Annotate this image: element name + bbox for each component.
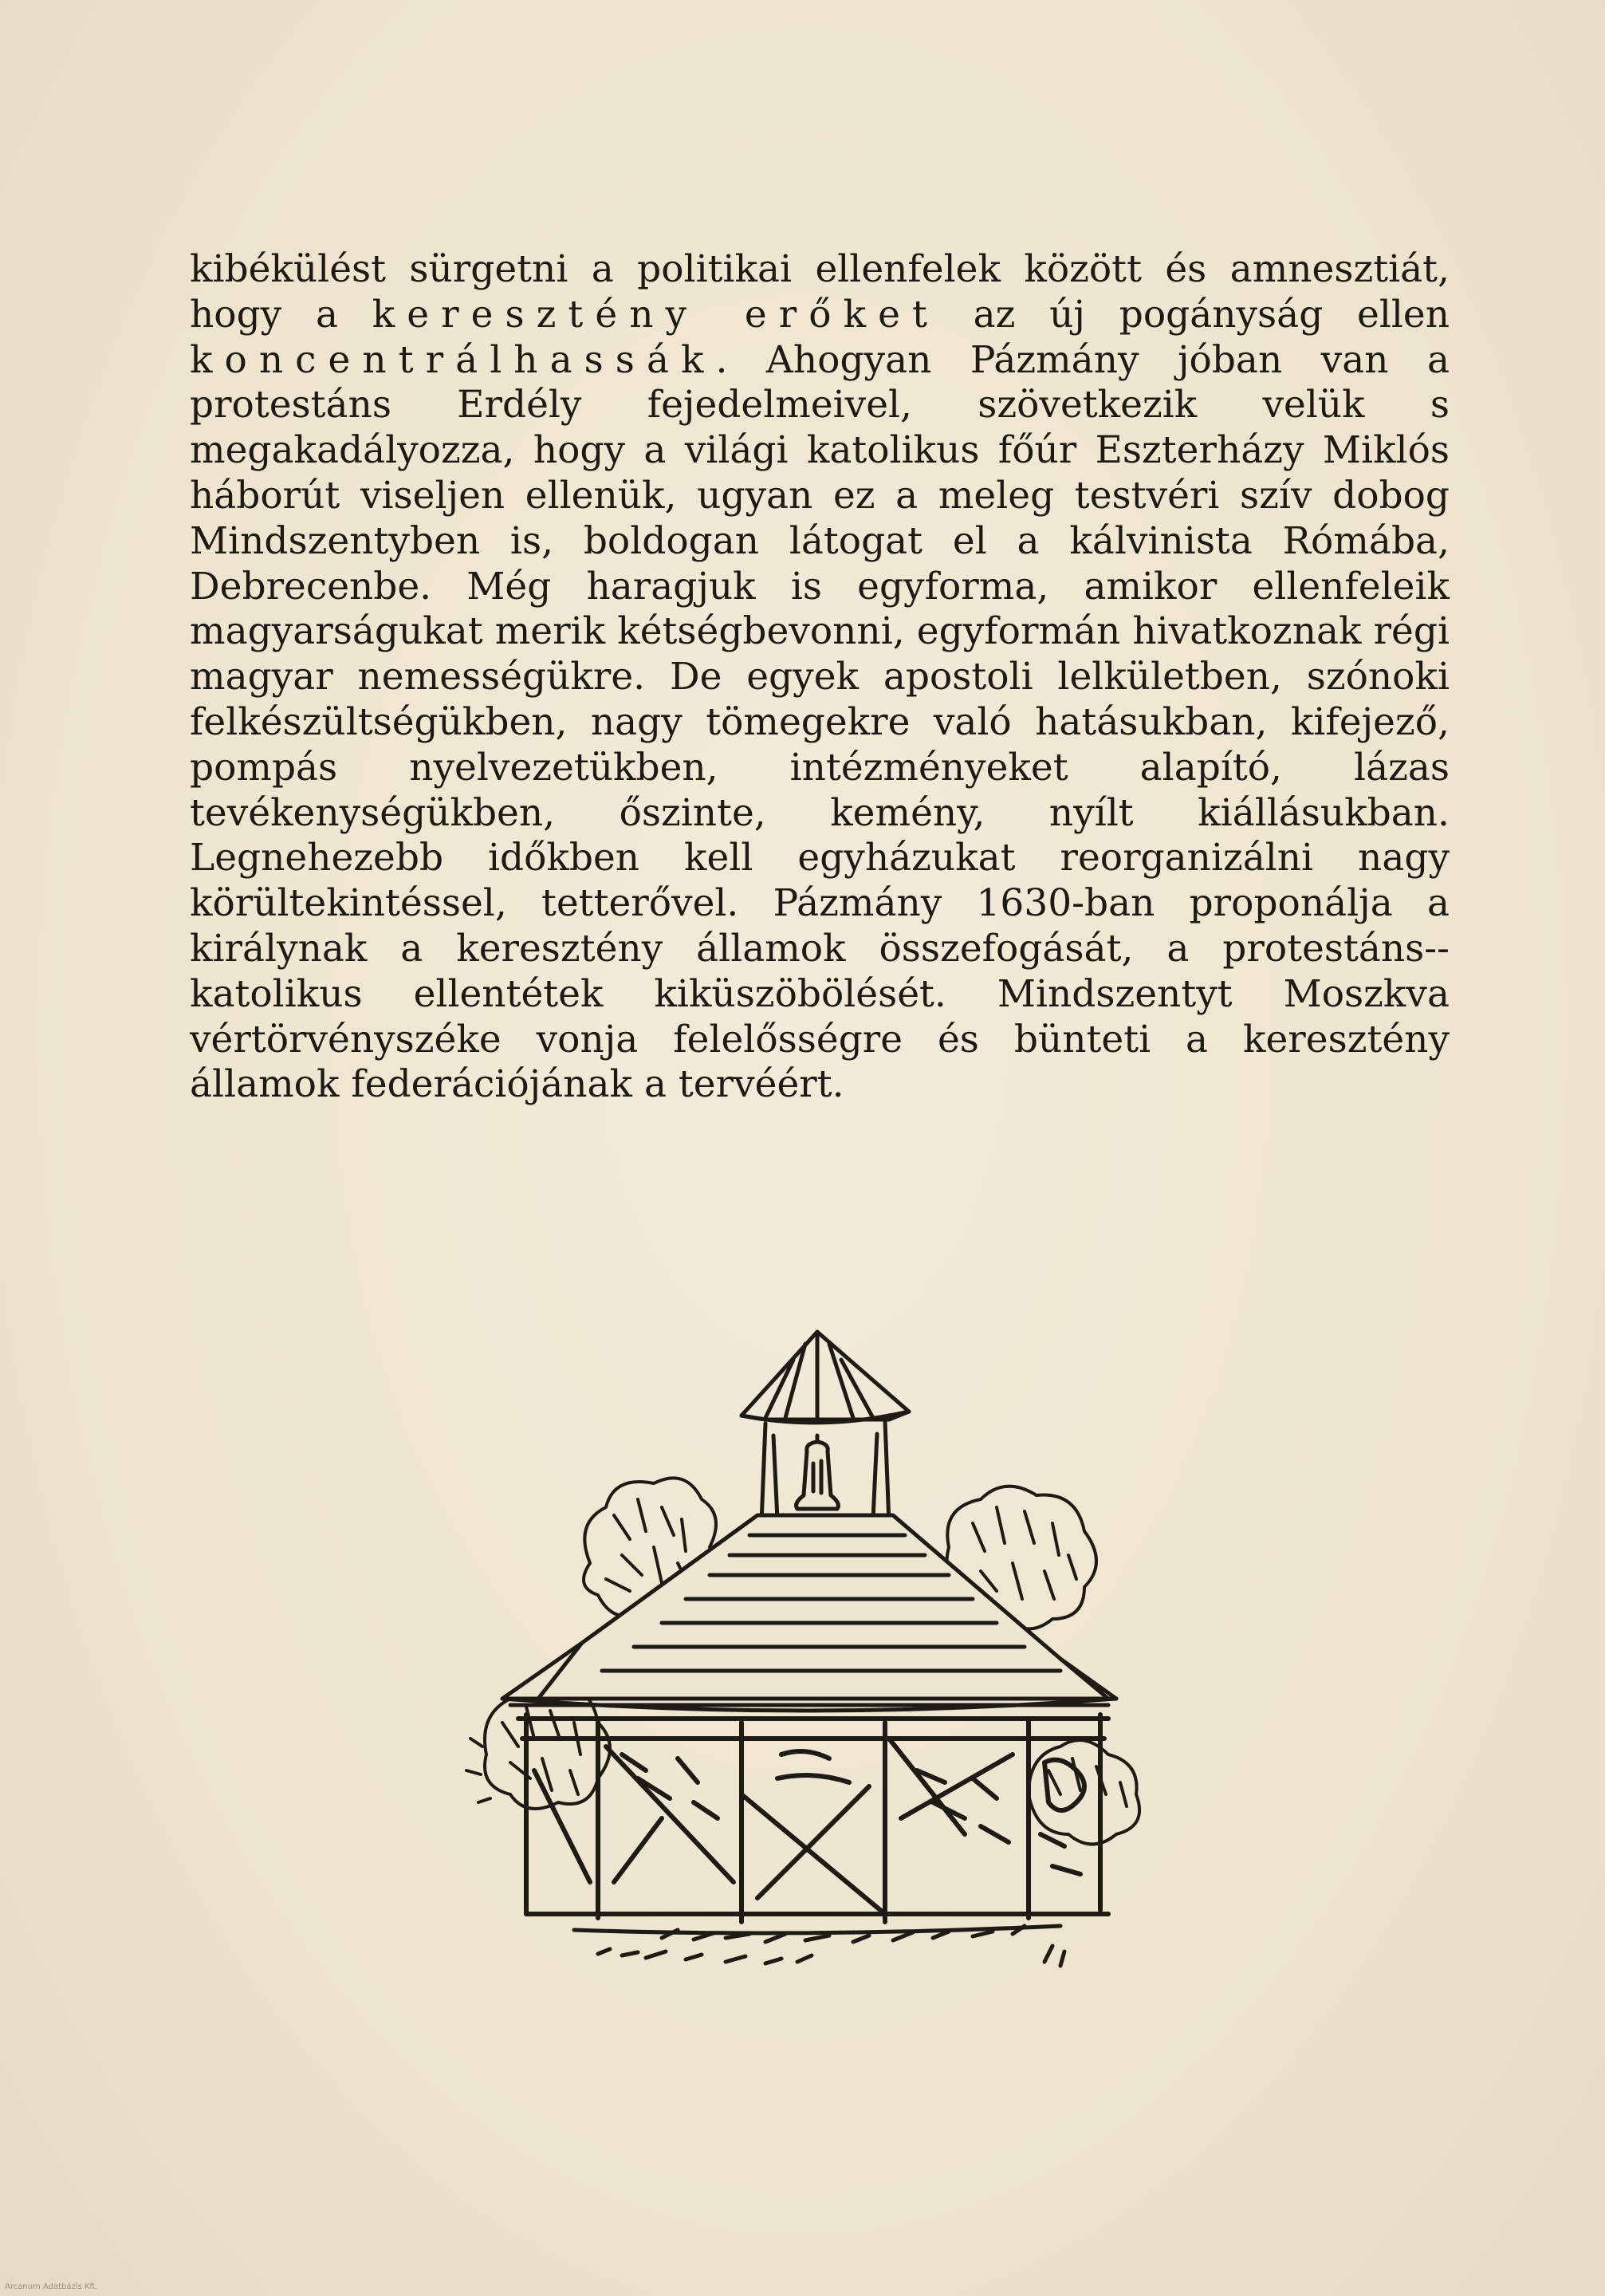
body-paragraph bbox=[190, 247, 1450, 1108]
bell-cap bbox=[742, 1332, 909, 1523]
paragraph-text-part3: . Ahogyan Pázmány jóban van a protestáns Erdély fejedelmeivel, szövetkezik velük s megakadályozza, hogy a világi katolikus főúr Eszterházy Miklós háborút viseljen ellenük, ugyan ez a meleg testvéri szív dobog Mindszentyben is, boldogan látogat el a kálvinista Rómába, Debrecenbe. Még haragjuk is egyforma, amikor ellenfeleik magyarságukat merik kétségbevonni, egyformán hivatkoznak régi magyar nemességükre. De egyek apostoli lelkületben, szónoki felkészültségükben, nagy tömegekre való hatásukban, kifejező, pompás nyelvezetükben, intézményeket alapító, lázas tevékenységükben, őszinte, kemény, nyílt kiállásukban. Legnehezebb időkben kell egyházukat reorganizálni nagy körültekintéssel, tetterővel. Pázmány 1630-ban proponálja a királynak a keresztény államok összefogását, a protestáns--katolikus ellentétek kiküszöbölését. Mindszentyt Moszkva vértörvényszéke vonja felelősségre és bünteti a keresztény államok federációjának a tervéért. bbox=[190, 337, 1450, 1107]
spaced-emphasis-keresztény-erőket: keresztény erőket bbox=[372, 292, 939, 337]
corner-watermark: Arcanum Adatbázis Kft. bbox=[5, 2282, 98, 2291]
paragraph-text-part2: az új pogányság ellen bbox=[938, 292, 1450, 337]
ground bbox=[574, 1926, 1064, 1966]
paragraph-text-part1: kibékülést sürgetni a politikai ellenfelek között és amnesztiát, hogy a bbox=[190, 247, 1450, 337]
bell-tower-woodcut-illustration bbox=[423, 1324, 1212, 1986]
pavilion-frame bbox=[518, 1715, 1108, 1922]
spaced-emphasis-koncentrálhassák: koncentrálhassák bbox=[190, 337, 716, 382]
main-roof bbox=[502, 1515, 1116, 1711]
